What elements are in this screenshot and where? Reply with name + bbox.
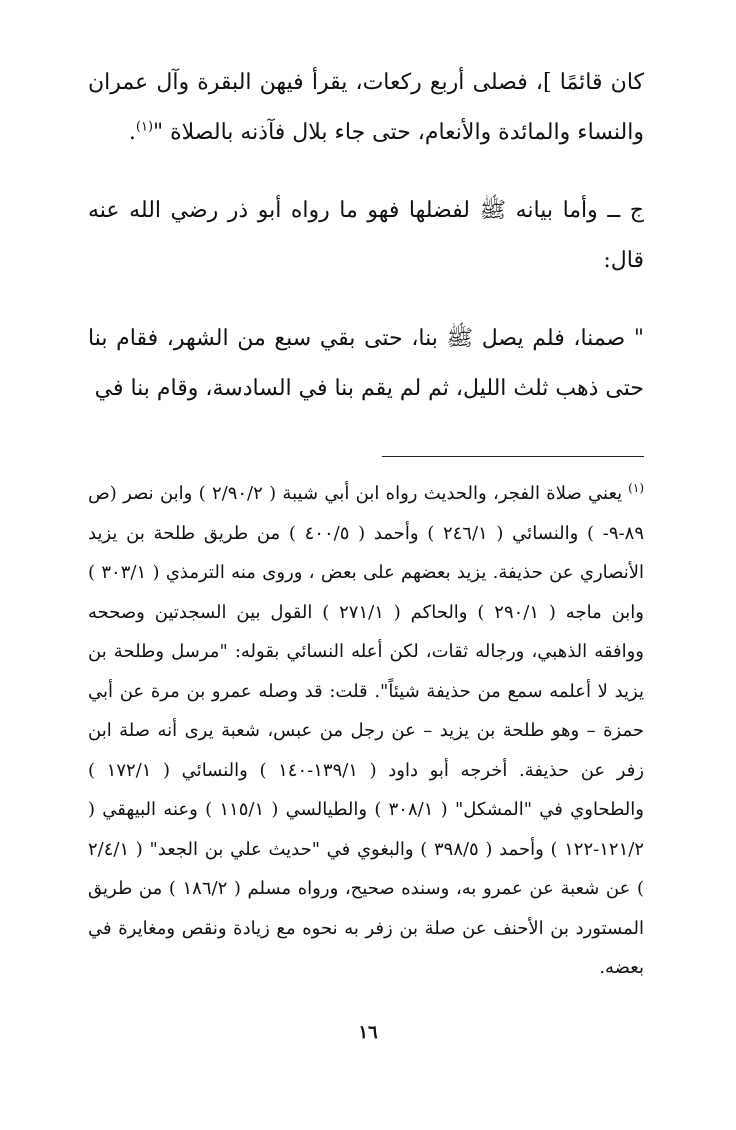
paragraph-2: ج ــ وأما بيانه ﷺ لفضلها فهو ما رواه أبو ذر رضي الله عنه قال: (88, 198, 644, 273)
footnote-reference: (١) (135, 119, 154, 135)
paragraph-1-text: كان قائمًا ]، فصلى أربع ركعات، يقرأ فيهن البقرة وآل عمران والنساء والمائدة والأنعام، حتى جاء بلال فآذنه بالصلاة " (88, 70, 644, 145)
paragraph-3: " صمنا، فلم يصل ﷺ بنا، حتى بقي سبع من الشهر، فقام بنا حتى ذهب ثلث الليل، ثم لم يقم بنا في السادسة، وقام بنا في (88, 326, 644, 401)
footnote-separator (382, 456, 644, 457)
paragraph-1-end: . (128, 120, 136, 145)
footnote-1 (88, 474, 644, 988)
paragraph-gap (88, 286, 644, 314)
main-text (88, 58, 644, 414)
paragraph-gap (88, 158, 644, 186)
footnote-marker: (١) (628, 481, 644, 495)
paragraph-1 (88, 58, 644, 158)
footnote-text: يعني صلاة الفجر، والحديث رواه ابن أبي شيبة ( ٢/٩٠/٢ ) وابن نصر (ص ٨٩-٩- ) والنسائي ( ٢٤٦/١ ) وأحمد ( ٤٠٠/٥ ) من طريق طلحة بن يزيد الأنصاري عن حذيفة. يزيد بعضهم على بعض ، وروى منه الترمذي ( ٣٠٣/١ ) وابن ماجه ( ٢٩٠/١ ) والحاكم ( ٢٧١/١ ) القول بين السجدتين وصححه ووافقه الذهبي، ورجاله ثقات، لكن أعله النسائي بقوله: "مرسل وطلحة بن يزيد لا أعلمه سمع من حذيفة شيئاً". قلت: قد وصله عمرو بن مرة عن أبي حمزة – وهو طلحة بن يزيد – عن رجل من عبس، شعبة يرى أنه صلة ابن زفر عن حذيفة. أخرجه أبو داود ( ١٣٩/١-١٤٠ ) والنسائي ( ١٧٢/١ ) والطحاوي في "المشكل" ( ٣٠٨/١ ) والطيالسي ( ١١٥/١ ) وعنه البيهقي ( ١٢١/٢-١٢٢ ) وأحمد ( ٣٩٨/٥ ) والبغوي في "حديث علي بن الجعد" ( ٢/٤/١ ) عن شعبة عن عمرو به، وسنده صحيح، ورواه مسلم ( ١٨٦/٢ ) من طريق المستورد بن الأحنف عن صلة بن زفر به نحوه مع زيادة ونقص ومغايرة في بعضه. (88, 483, 645, 978)
footnotes (88, 474, 644, 988)
page-number: ١٦ (358, 1022, 378, 1043)
